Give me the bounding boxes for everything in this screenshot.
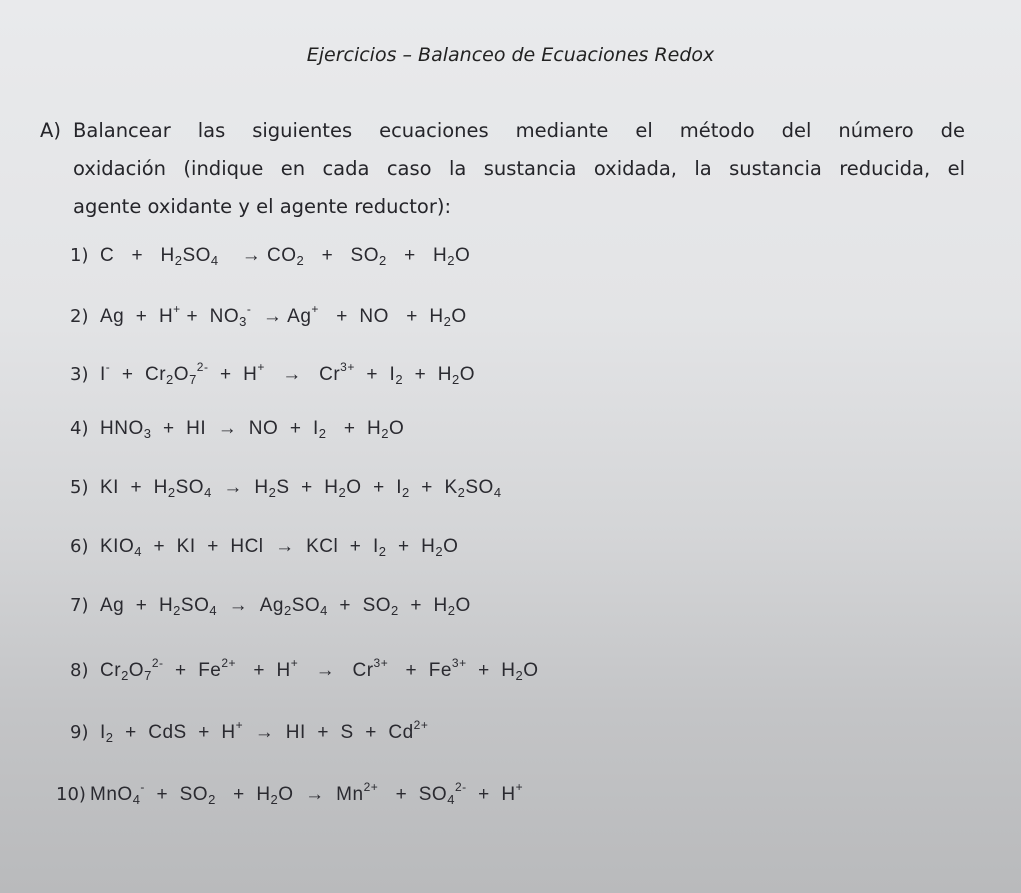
equation-number: 3): [70, 364, 89, 385]
equation-10: [56, 780, 523, 810]
equation-8: [70, 656, 539, 686]
equation-terms: $HNO_3$ + HI → NO + $I_2 + H_2O$: [100, 418, 405, 441]
equation-6: [70, 536, 458, 566]
equation-number: 1): [70, 245, 89, 266]
equation-terms: $Ag + H^+ + NO_3^- \to Ag^+$ + NO + $H_2O$: [100, 302, 467, 329]
equation-terms: KI + $H_2SO_4 \to H_2S + H_2O + I_2 + K_2SO_4$: [100, 477, 502, 500]
equation-5: [70, 477, 502, 507]
page-title: Ejercicios – Balanceo de Ecuaciones Redox: [306, 44, 715, 66]
equation-terms: $I_2$ + CdS + H+ → HI + $S + Cd^{2+}$: [100, 718, 429, 745]
section-a-instructions: [40, 112, 965, 226]
equation-4: [70, 418, 404, 448]
equation-terms: $I^- + Cr_2O_7^{2-} + H^+ \to Cr^{3+} + I_2 + H_2O$: [100, 360, 476, 387]
equation-2: [70, 302, 467, 332]
equation-9: [70, 718, 428, 748]
equation-number: 6): [70, 536, 89, 557]
equation-3: [70, 360, 475, 390]
equation-terms: $Cr_2O_7^{2-} + Fe^{2+} + H^+ \to Cr^{3+} + Fe^{3+} + H_2O$: [100, 656, 539, 683]
section-letter: A): [40, 119, 61, 142]
equation-terms: $MnO_4^- + SO_2 + H_2O \to Mn^{2+} + SO_4^{2-} + H^+$: [90, 780, 524, 807]
equation-terms: $Ag + H_2SO_4 \to Ag_2SO_4 + SO_2 + H_2O$: [100, 595, 471, 618]
equation-terms: $KIO_4$ + KI + HCl → KCl + $I_2 + H_2O$: [100, 536, 459, 559]
equation-number: 7): [70, 595, 89, 616]
equation-terms: $C + H_2SO_4$ → $CO_2 + SO_2 + H_2O$: [100, 245, 471, 268]
equation-7: [70, 595, 471, 625]
equation-number: 8): [70, 660, 89, 681]
equation-number: 5): [70, 477, 89, 498]
equation-number: 4): [70, 418, 89, 439]
equation-number: 2): [70, 306, 89, 327]
instruction-line-1: [40, 112, 965, 150]
equation-number: 10): [56, 784, 86, 805]
equation-number: 9): [70, 722, 89, 743]
instruction-line-3: agente oxidante y el agente reductor):: [73, 195, 452, 218]
instruction-text-1: Balancear las siguientes ecuaciones mediante el método del número de: [73, 119, 965, 142]
instruction-line-2: oxidación (indique en cada caso la sustancia oxidada, la sustancia reducida, el: [73, 157, 965, 180]
equation-1: [70, 245, 470, 275]
